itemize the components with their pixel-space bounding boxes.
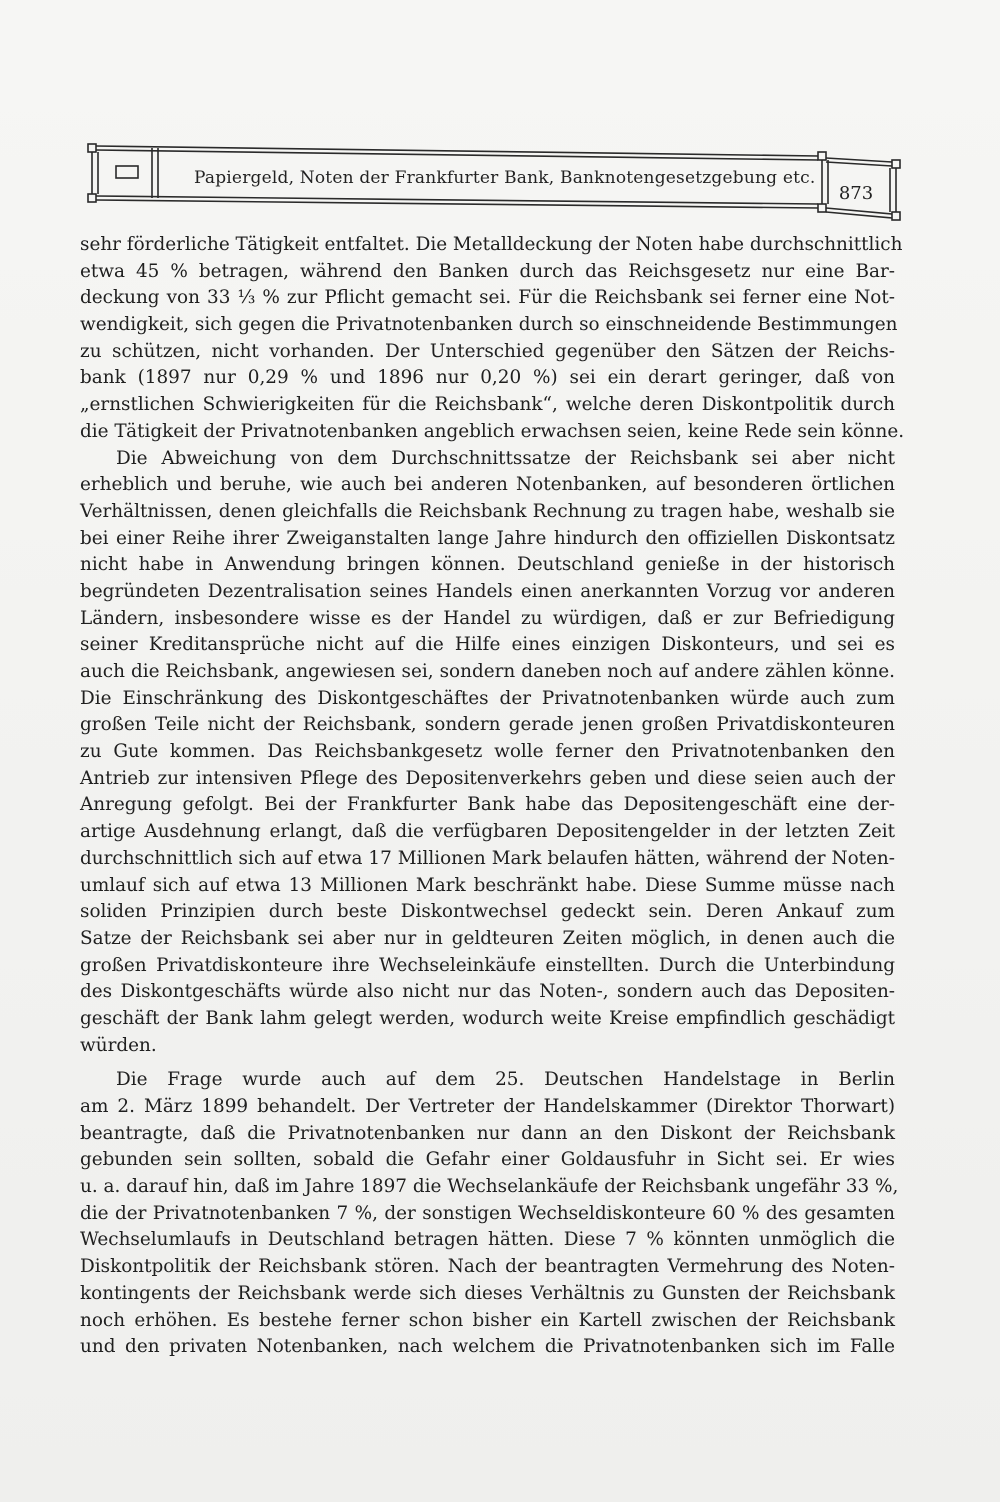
text-line: bei einer Reihe ihrer Zweiganstalten lange Jahre hindurch den offiziellen Diskontsatz <box>80 527 895 549</box>
text-line: Verhältnissen, denen gleichfalls die Reichsbank Rechnung zu tragen habe, weshalb sie <box>80 500 895 522</box>
text-line: seiner Kreditansprüche nicht auf die Hilfe eines einzigen Diskonteurs, und sei es <box>80 634 895 656</box>
text-line: am 2. März 1899 behandelt. Der Vertreter der Handelskammer (Direktor Thorwart) <box>80 1096 895 1117</box>
header-title: Papiergeld, Noten der Frankfurter Bank, Banknotengesetzgebung etc. <box>194 168 816 188</box>
text-line: Ländern, insbesondere wisse es der Handel zu würdigen, daß er zur Befriedigung <box>80 607 895 629</box>
text-line: zu schützen, nicht vorhanden. Der Unterschied gegenüber den Sätzen der Reichs- <box>80 340 895 362</box>
text-line: artige Ausdehnung erlangt, daß die verfügbaren Depositengelder in der letzten Zeit <box>80 821 895 843</box>
text-line: u. a. darauf hin, daß im Jahre 1897 die Wechselankäufe der Reichsbank ungefähr 33 %, <box>80 1176 899 1198</box>
paragraph <box>80 446 895 1060</box>
paragraph <box>80 1067 899 1361</box>
text-line: „ernstlichen Schwierigkeiten für die Reichsbank“, welche deren Diskontpolitik durch <box>80 394 895 416</box>
text-line: großen Privatdiskonteure ihre Wechseleinkäufe einstellten. Durch die Unterbindung <box>80 954 895 976</box>
text-line: Die Einschränkung des Diskontgeschäftes der Privatnotenbanken würde auch zum <box>80 687 895 709</box>
text-line: geschäft der Bank lahm gelegt werden, wodurch weite Kreise empfindlich geschädigt <box>80 1007 895 1029</box>
text-line: beantragte, daß die Privatnotenbanken nur dann an den Diskont der Reichsbank <box>80 1122 895 1144</box>
text-line: Die Abweichung von dem Durchschnittssatze der Reichsbank sei aber nicht <box>116 447 895 469</box>
text-line: Antrieb zur intensiven Pflege des Depositenverkehrs geben und diese seien auch der <box>80 767 895 789</box>
text-line: großen Teile nicht der Reichsbank, sondern gerade jenen großen Privatdiskonteuren <box>80 714 895 736</box>
text-line: Satze der Reichsbank sei aber nur in geldteuren Zeiten möglich, in denen auch die <box>80 927 895 949</box>
text-line: soliden Prinzipien durch beste Diskontwechsel gedeckt sein. Deren Ankauf zum <box>80 901 895 923</box>
text-line: Die Frage wurde auch auf dem 25. Deutschen Handelstage in Berlin <box>116 1069 895 1091</box>
text-line: die der Privatnotenbanken 7 %, der sonstigen Wechseldiskonteure 60 % des gesamten <box>80 1202 895 1224</box>
body-text <box>80 232 905 1361</box>
text-line: Wechselumlaufs in Deutschland betragen hätten. Diese 7 % könnten unmöglich die <box>80 1229 895 1251</box>
text-line: begründeten Dezentralisation seines Handels einen anerkannten Vorzug vor anderen <box>80 580 895 602</box>
text-line: Diskontpolitik der Reichsbank stören. Nach der beantragten Vermehrung des Noten- <box>80 1256 895 1278</box>
paragraph <box>80 232 905 446</box>
text-line: noch erhöhen. Es bestehe ferner schon bisher ein Kartell zwischen der Reichsbank <box>80 1309 895 1331</box>
text-line: deckung von 33 ⅓ % zur Pflicht gemacht sei. Für die Reichsbank sei ferner eine Not- <box>80 287 895 309</box>
text-line: umlauf sich auf etwa 13 Millionen Mark beschränkt habe. Diese Summe müsse nach <box>80 874 895 896</box>
paragraph-gap <box>80 1059 895 1067</box>
text-line: des Diskontgeschäfts würde also nicht nur das Noten-, sondern auch das Depositen- <box>80 981 895 1003</box>
text-line: erheblich und beruhe, wie auch bei anderen Notenbanken, auf besonderen örtlichen <box>80 474 895 496</box>
text-line: auch die Reichsbank, angewiesen sei, sondern daneben noch auf andere zählen könne. <box>80 661 895 682</box>
text-line: und den privaten Notenbanken, nach welchem die Privatnotenbanken sich im Falle <box>80 1336 895 1358</box>
running-header <box>86 138 902 224</box>
text-line: durchschnittlich sich auf etwa 17 Millionen Mark belaufen hätten, während der Noten- <box>80 847 895 869</box>
text-line: nicht habe in Anwendung bringen können. Deutschland genieße in der historisch <box>80 554 895 576</box>
text-line: gebunden sein sollten, sobald die Gefahr einer Goldausfuhr in Sicht sei. Er wies <box>80 1149 895 1171</box>
text-line: wendigkeit, sich gegen die Privatnotenbanken durch so einschneidende Bestimmungen <box>80 314 898 336</box>
text-line: etwa 45 % betragen, während den Banken durch das Reichsgesetz nur eine Bar- <box>80 260 895 282</box>
page-number: 873 <box>838 183 874 204</box>
text-line: sehr förderliche Tätigkeit entfaltet. Die Metalldeckung der Noten habe durchschnittlich <box>80 234 903 255</box>
text-line: kontingents der Reichsbank werde sich dieses Verhältnis zu Gunsten der Reichsbank <box>80 1282 895 1304</box>
text-line: bank (1897 nur 0,29 % und 1896 nur 0,20 %) sei ein derart geringer, daß von <box>80 367 895 389</box>
text-line: zu Gute kommen. Das Reichsbankgesetz wolle ferner den Privatnotenbanken den <box>80 741 895 763</box>
text-line: würden. <box>80 1034 157 1056</box>
text-line: die Tätigkeit der Privatnotenbanken angeblich erwachsen seien, keine Rede sein könne. <box>80 420 905 442</box>
text-line: Anregung gefolgt. Bei der Frankfurter Bank habe das Depositengeschäft eine der- <box>80 794 895 816</box>
